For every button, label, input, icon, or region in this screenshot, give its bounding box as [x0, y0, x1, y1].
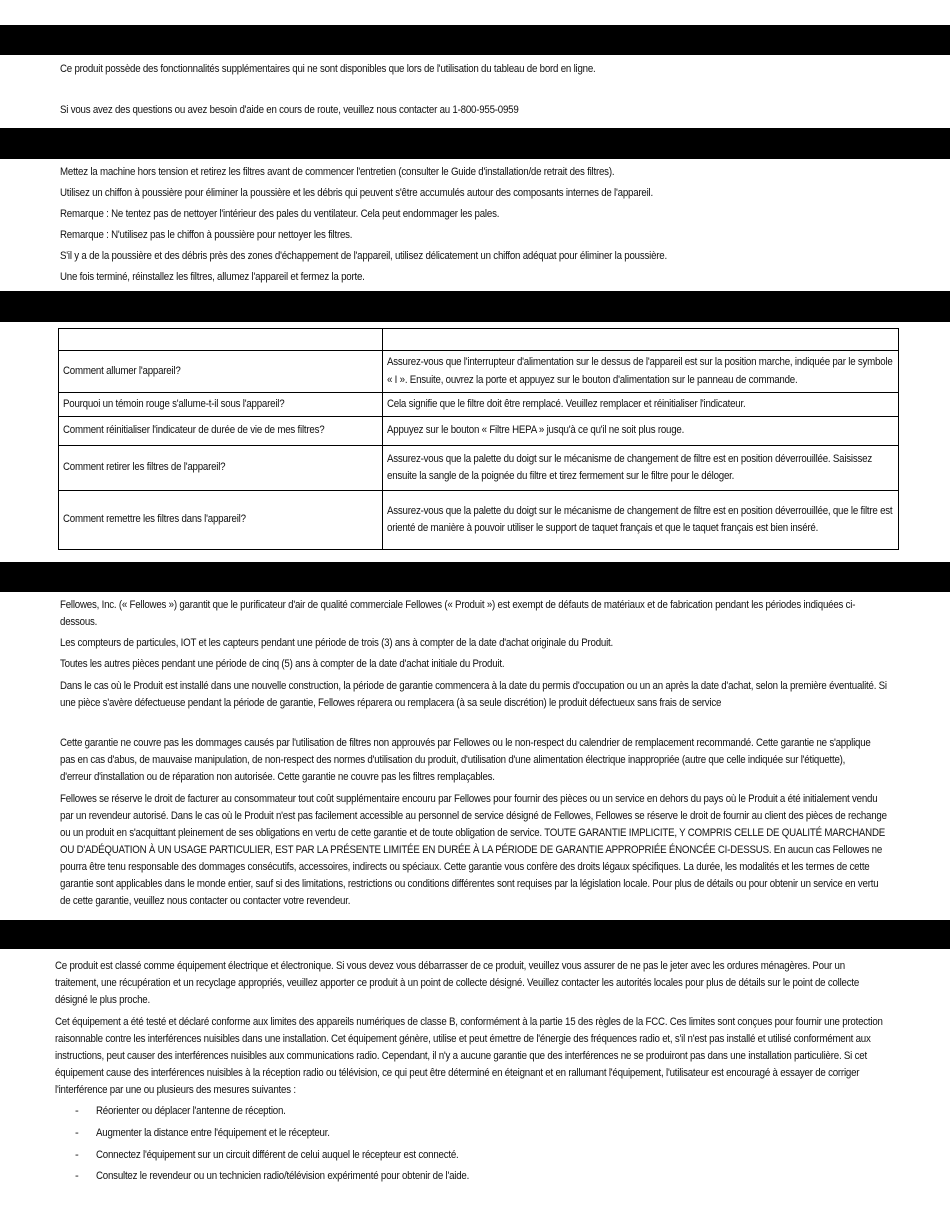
table-row: [59, 393, 899, 417]
list-item-text: Réorienter ou déplacer l'antenne de réception.: [96, 1105, 286, 1117]
section-header-bar: [0, 25, 950, 55]
answer-cell: Assurez-vous que l'interrupteur d'alimentation sur le dessus de l'appareil est sur la position marche, indiquée par le symbole « I ». Ensuite, ouvrez la porte et appuyez sur le bouton d'alimentation sur le panneau de commande.: [383, 351, 899, 393]
maintenance-line: Une fois terminé, réinstallez les filtres, allumez l'appareil et fermez la porte.: [60, 271, 365, 283]
maintenance-line: S'il y a de la poussière et des débris près des zones d'échappement de l'appareil, utilisez délicatement un chiffon adéquat pour éliminer la poussière.: [60, 250, 667, 262]
table-header-cell: [59, 329, 383, 351]
fcc-paragraph: Cet équipement a été testé et déclaré conforme aux limites des appareils numériques de classe B, conformément à la partie 15 des règles de la FCC. Ces limites sont conçues pour fournir une protection raisonnable contre les interférences nuisibles dans une installation. Cet équipement génère, utilise et peut émettre de l'énergie des fréquences radio et, s'il n'est pas installé et utilisé conformément aux instructions, peut causer des interférences nuisibles aux communications radio. Cependant, il n'y a aucune garantie que des interférences ne se produiront pas dans une installation particulière. Si cet équipement cause des interférences nuisibles à la réception radio ou télévision, ce qui peut être déterminé en éteignant et en rallumant l'équipement, l'utilisateur est encouragé à essayer de corriger l'interférence par une ou plusieurs des mesures suivantes :: [55, 1016, 883, 1096]
table-header-cell: [383, 329, 899, 351]
bullet-dash: -: [75, 1127, 79, 1139]
question-cell: Pourquoi un témoin rouge s'allume-t-il sous l'appareil?: [59, 393, 383, 417]
warranty-terms-paragraph: Fellowes se réserve le droit de facturer au consommateur tout coût supplémentaire encouru par Fellowes pour fournir des pièces ou un service en dehors du pays où le Produit a été initialement vendu par un revendeur autorisé. Dans le cas où le Produit n'est pas facilement accessible au personnel de service désigné de Fellowes, Fellowes se réserve le droit de fournir au client des pièces de rechange ou un produit en s'acquittant pleinement de ses obligations en vertu de cette garantie et de toute obligation de service. TOUTE GARANTIE IMPLICITE, Y COMPRIS CELLE DE QUALITÉ MARCHANDE OU D'ADÉQUATION À UN USAGE PARTICULIER, EST PAR LA PRÉSENTE LIMITÉE EN DURÉE À LA PÉRIODE DE GARANTIE APPROPRIÉE ÉNONCÉE CI-DESSUS. En aucun cas Fellowes ne pourra être tenu responsable des dommages consécutifs, accessoires, indirects ou spéciaux. Cette garantie vous confère des droits légaux spécifiques. La durée, les modalités et les termes de cette garantie sont applicables dans le monde entier, sauf si des limitations, restrictions ou conditions différentes sont requises par la législation locale. Pour plus de détails ou pour obtenir un service en vertu de cette garantie, veuillez nous contacter ou contacter votre revendeur.: [60, 793, 887, 907]
section-header-bar: [0, 562, 950, 592]
question-cell: Comment remettre les filtres dans l'appareil?: [59, 491, 383, 550]
list-item-text: Consultez le revendeur ou un technicien radio/télévision expérimenté pour obtenir de l'aide.: [96, 1170, 470, 1182]
warranty-paragraph: Fellowes, Inc. (« Fellowes ») garantit que le purificateur d'air de qualité commerciale Fellowes (« Produit ») est exempt de défauts de matériaux et de fabrication pendant les périodes indiquées ci-dessous.: [60, 599, 856, 628]
list-item-text: Augmenter la distance entre l'équipement et le récepteur.: [96, 1127, 330, 1139]
question-cell: Comment réinitialiser l'indicateur de durée de vie de mes filtres?: [59, 417, 383, 446]
maintenance-line: Utilisez un chiffon à poussière pour éliminer la poussière et les débris qui peuvent s'être accumulés autour des composants internes de l'appareil.: [60, 187, 653, 199]
warranty-paragraph: Les compteurs de particules, IOT et les capteurs pendant une période de trois (3) ans à compter de la date d'achat originale du Produit.: [60, 637, 614, 649]
answer-cell: Cela signifie que le filtre doit être remplacé. Veuillez remplacer et réinitialiser l'indicateur.: [383, 393, 899, 417]
bullet-dash: -: [75, 1149, 79, 1161]
section-header-bar: [0, 291, 950, 322]
answer-cell: Appuyez sur le bouton « Filtre HEPA » jusqu'à ce qu'il ne soit plus rouge.: [383, 417, 899, 446]
table-row: [59, 351, 899, 393]
maintenance-line: Mettez la machine hors tension et retirez les filtres avant de commencer l'entretien (consulter le Guide d'installation/de retrait des filtres).: [60, 166, 615, 178]
table-row: [59, 446, 899, 491]
maintenance-line: Remarque : N'utilisez pas le chiffon à poussière pour nettoyer les filtres.: [60, 229, 353, 241]
table-header-row: [59, 329, 899, 351]
answer-cell: Assurez-vous que la palette du doigt sur le mécanisme de changement de filtre est en position déverrouillée. Saisissez ensuite la sangle de la poignée du filtre et tirez fermement sur le filtre pour le déloger.: [383, 446, 899, 491]
bullet-dash: -: [75, 1105, 79, 1117]
warranty-paragraph: Toutes les autres pièces pendant une période de cinq (5) ans à compter de la date d'achat initiale du Produit.: [60, 658, 505, 670]
disposal-paragraph: Ce produit est classé comme équipement électrique et électronique. Si vous devez vous débarrasser de ce produit, veuillez vous assurer de ne pas le jeter avec les ordures ménagères. Pour un traitement, une récupération et un recyclage appropriés, veuillez apporter ce produit à un point de collecte désigné. Veuillez contacter les autorités locales pour plus de détails sur le point de collecte désigné le plus proche.: [55, 960, 860, 1006]
bullet-dash: -: [75, 1170, 79, 1182]
table-row: [59, 417, 899, 446]
table-row: [59, 491, 899, 550]
warranty-exclusions-paragraph: Cette garantie ne couvre pas les dommages causés par l'utilisation de filtres non approuvés par Fellowes ou le non-respect du calendrier de remplacement recommandé. Cette garantie ne s'applique pas en cas d'abus, de mauvaise manipulation, de non-respect des normes d'utilisation du produit, d'utilisation d'une alimentation électrique inappropriée (autre que celle indiquée sur l'étiquette), d'erreur d'installation ou de réparation non autorisée. Cette garantie ne couvre pas les filtres remplaçables.: [60, 737, 871, 783]
section-header-bar: [0, 128, 950, 159]
contact-info-text: Si vous avez des questions ou avez besoin d'aide en cours de route, veuillez nous contacter au 1-800-955-0959: [60, 104, 519, 116]
dashboard-info-text: Ce produit possède des fonctionnalités supplémentaires qui ne sont disponibles que lors de l'utilisation du tableau de bord en ligne.: [60, 63, 596, 75]
faq-table: [58, 328, 899, 550]
list-item-text: Connectez l'équipement sur un circuit différent de celui auquel le récepteur est connecté.: [96, 1149, 459, 1161]
warranty-paragraph: Dans le cas où le Produit est installé dans une nouvelle construction, la période de garantie commencera à la date du permis d'occupation ou un an après la date d'achat, selon la première éventualité. Si une pièce s'avère défectueuse pendant la période de garantie, Fellowes réparera ou remplacera (à sa seule discrétion) le produit défectueux sans frais de service: [60, 680, 887, 709]
question-cell: Comment retirer les filtres de l'appareil?: [59, 446, 383, 491]
maintenance-line: Remarque : Ne tentez pas de nettoyer l'intérieur des pales du ventilateur. Cela peut endommager les pales.: [60, 208, 500, 220]
answer-cell: Assurez-vous que la palette du doigt sur le mécanisme de changement de filtre est en position déverrouillée, que le filtre est orienté de manière à pouvoir utiliser le support de taquet français et que le taquet français est bien inséré.: [383, 491, 899, 550]
question-cell: Comment allumer l'appareil?: [59, 351, 383, 393]
section-header-bar: [0, 920, 950, 949]
